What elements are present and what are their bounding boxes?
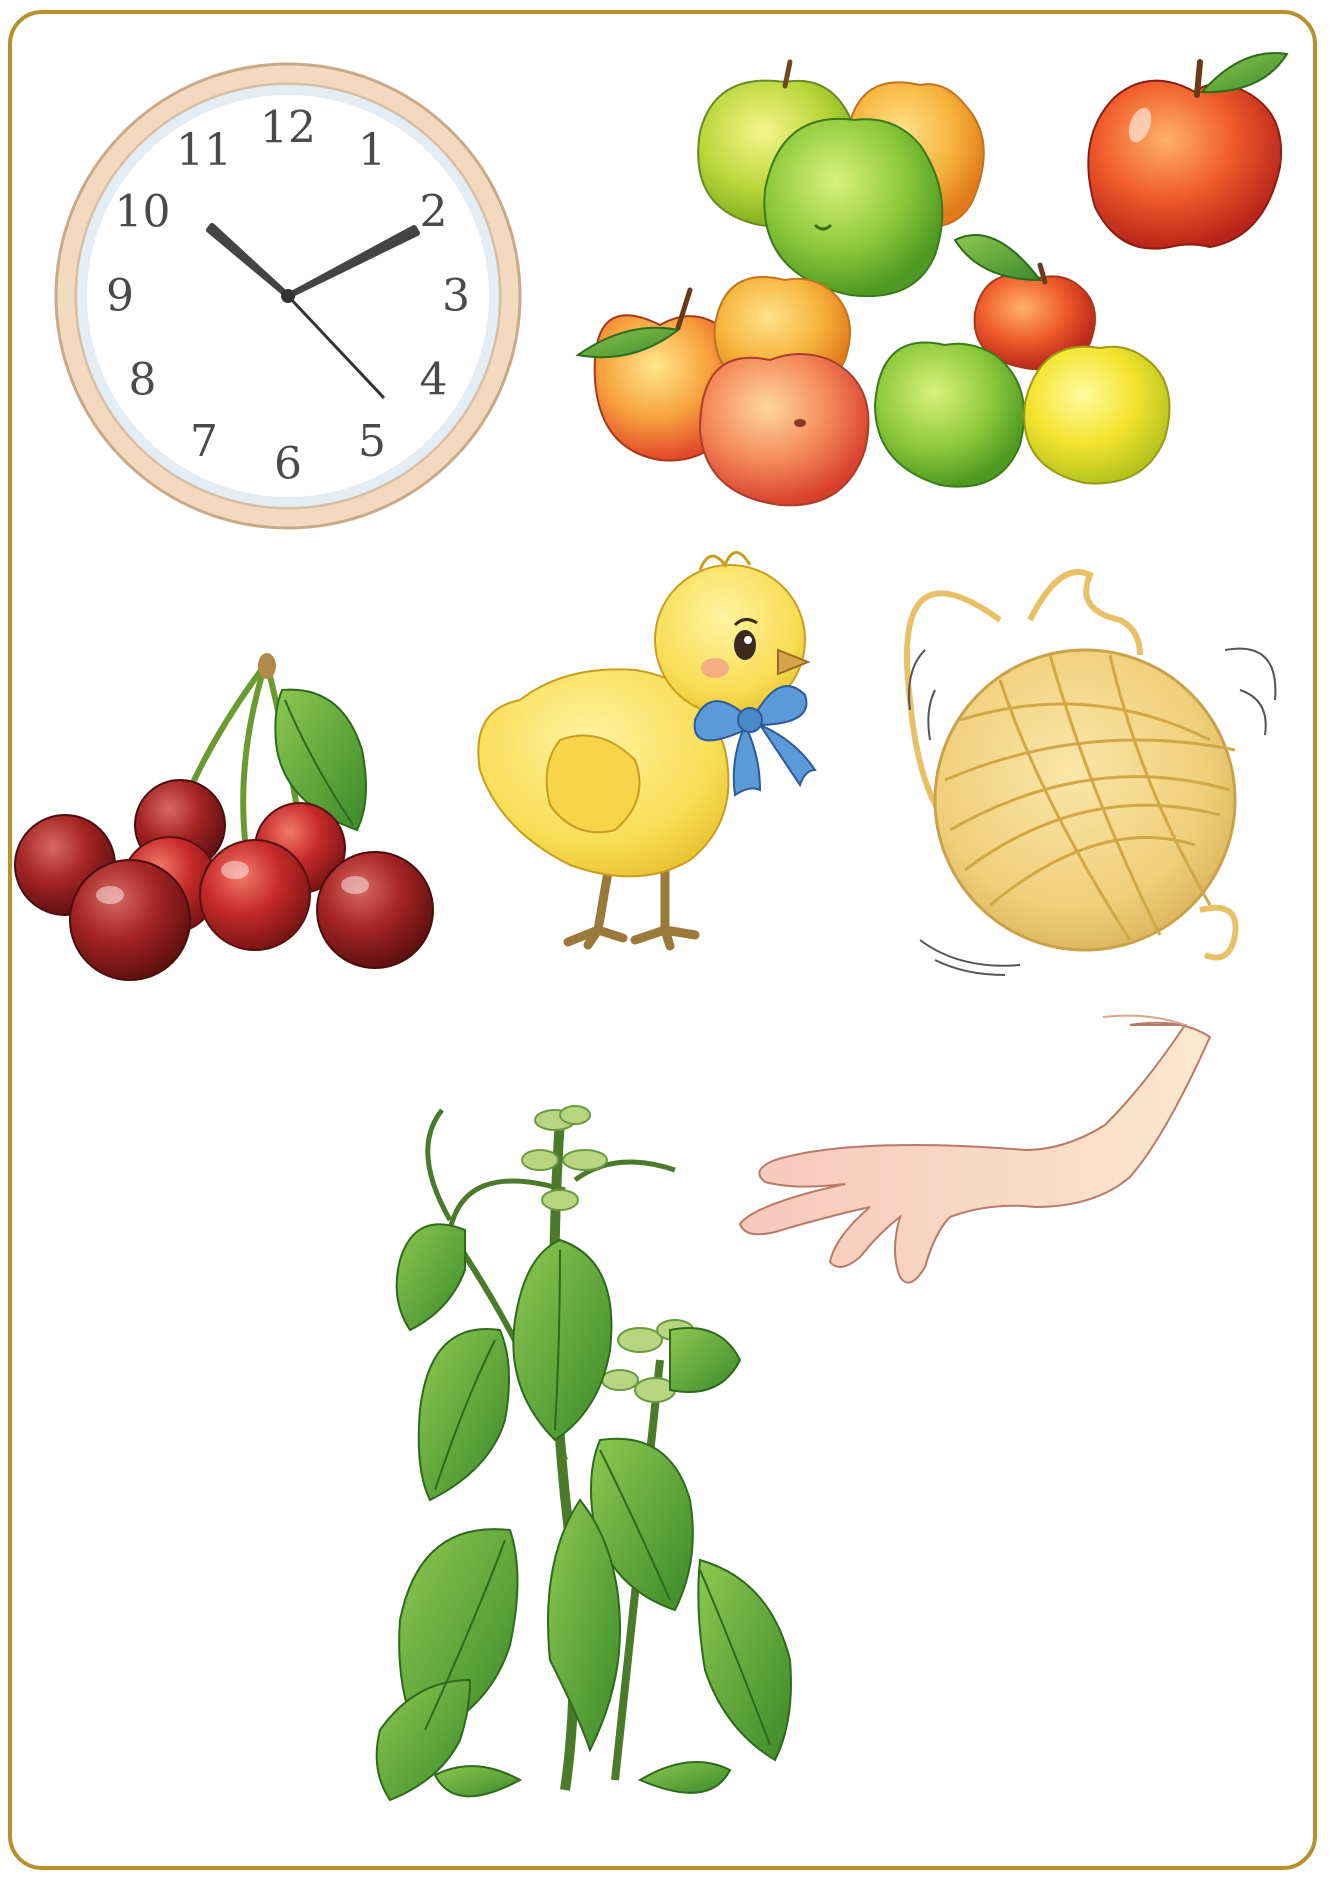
hand-icon (740, 1016, 1210, 1283)
clock-numeral-11: 11 (176, 125, 232, 176)
clock-icon (56, 64, 520, 528)
clock-numeral-3: 3 (442, 270, 470, 322)
clock-numeral-8: 8 (128, 354, 157, 406)
clock-numeral-10: 10 (114, 186, 171, 238)
yarn-ball-icon (907, 572, 1275, 975)
clock-numeral-6: 6 (274, 438, 302, 490)
clock-numeral-4: 4 (419, 354, 448, 406)
nettle-icon (377, 1106, 791, 1800)
apples-icon (578, 53, 1287, 505)
clock-numeral-9: 9 (106, 270, 134, 322)
clock-numeral-12: 12 (260, 102, 316, 154)
apple-yellow-right (1024, 347, 1169, 484)
clock-numeral-7: 7 (190, 416, 218, 467)
apple-pink (700, 354, 868, 505)
apple-red-single (1088, 53, 1287, 249)
clock-numeral-2: 2 (419, 186, 448, 238)
clock-numeral-5: 5 (358, 416, 386, 467)
apple-green-front (764, 119, 942, 296)
chick-icon (478, 553, 815, 947)
apple-green-right (875, 343, 1024, 487)
cherries-icon (15, 653, 433, 980)
clock-numeral-1: 1 (358, 125, 386, 176)
